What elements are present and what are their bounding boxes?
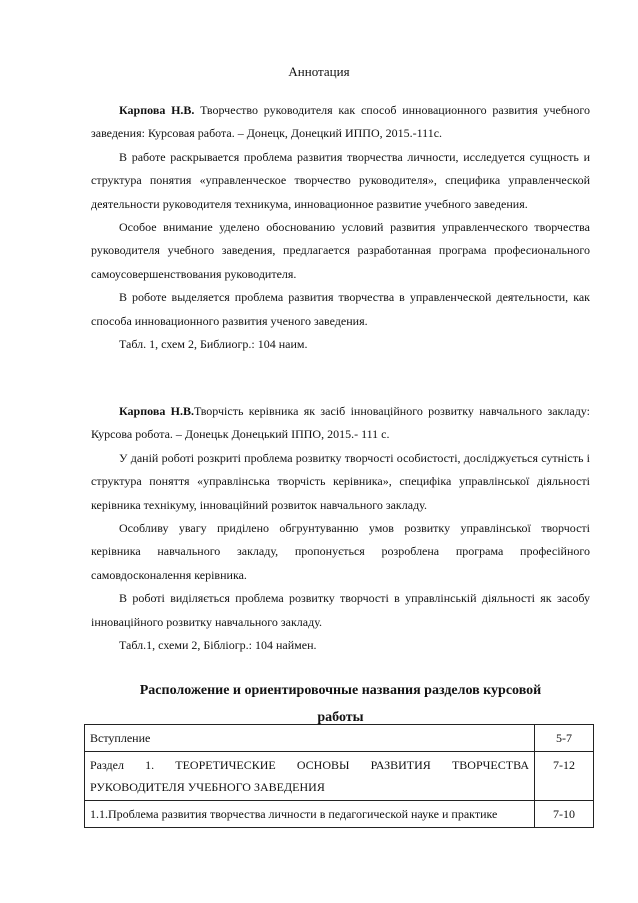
- toc-row-pages: 5-7: [535, 725, 594, 752]
- toc-row-title: [85, 752, 535, 801]
- ua-abstract: [91, 400, 590, 657]
- ua-author: Карпова Н.В.: [119, 404, 194, 418]
- ua-citation-paragraph: [91, 400, 590, 447]
- ru-paragraph-1: В работе раскрывается проблема развития творчества личности, исследуется сущность и структура понятия «управленческое творчество руководителя», специфика управленческой деятельности руководителя техникума, инновационное развитие учебного заведения.: [91, 149, 590, 211]
- ru-citation: Творчество руководителя как способ инновационного развития учебного заведения: Курсовая работа. – Донецк, Донецкий ИППО, 2015.-111с.: [91, 103, 590, 141]
- ua-paragraph-3: В роботі виділяється проблема розвитку творчості в управлінській діяльності як засобу інноваційного розвитку навчального закладу.: [91, 591, 590, 629]
- ua-citation: Творчість керівника як засіб інноваційного розвитку навчального закладу: Курсова робота. – Донецьк Донецький ІППО, 2015.- 111 с.: [91, 404, 590, 442]
- ru-abstract: [91, 99, 590, 356]
- ua-paragraph-2: Особливу увагу приділено обгрунтуванню умов розвитку управлінської творчості керівника навчального закладу, пропонується розроблена програма професійного самовдосконалення керівника.: [91, 521, 590, 582]
- toc-row-title-line-2: РУКОВОДИТЕЛЯ УЧЕБНОГО ЗАВЕДЕНИЯ: [90, 780, 325, 794]
- ru-author: Карпова Н.В.: [119, 103, 195, 117]
- toc-heading-line-2: работы: [317, 710, 364, 725]
- table-row: [85, 752, 594, 801]
- toc-row-title: Вступление: [85, 725, 535, 752]
- ua-stats: Табл.1, схеми 2, Бібліогр.: 104 наймен.: [119, 638, 317, 653]
- toc-heading: [91, 677, 590, 731]
- toc-table: [84, 724, 594, 828]
- toc-heading-line-1: Расположение и ориентировочные названия разделов курсовой: [139, 683, 542, 698]
- toc-row-pages: 7-12: [535, 752, 594, 801]
- ru-paragraph-2: Особое внимание уделено обоснованию условий развития управленческого творчества руководителя учебного заведения, предлагается разработанная програма професионального самоусовершенствования руководителя.: [91, 220, 590, 281]
- toc-row-title: 1.1.Проблема развития творчества личности в педагогической науке и практике: [85, 801, 535, 828]
- toc-row-title-line-1: Раздел 1. ТЕОРЕТИЧЕСКИЕ ОСНОВЫ РАЗВИТИЯ ТВОРЧЕСТВА: [90, 758, 529, 772]
- ua-paragraph-1: У даній роботі розкриті проблема розвитку творчості особистості, досліджується сутність і структура поняття «управлінська творчість керівника», специфіка управлінської діяльності керівника технікуму, інноваційний розвиток навчального закладу.: [91, 450, 590, 512]
- table-row: [85, 725, 594, 752]
- annotation-title: Аннотация: [288, 64, 350, 79]
- ru-stats: Табл. 1, схем 2, Библиогр.: 104 наим.: [119, 337, 308, 352]
- ru-paragraph-3: В роботе выделяется проблема развития творчества в управленческой деятельности, как способа инновационного развития ученого заведения.: [91, 290, 590, 328]
- table-row: [85, 801, 594, 828]
- ru-citation-paragraph: [91, 99, 590, 146]
- toc-row-pages: 7-10: [535, 801, 594, 828]
